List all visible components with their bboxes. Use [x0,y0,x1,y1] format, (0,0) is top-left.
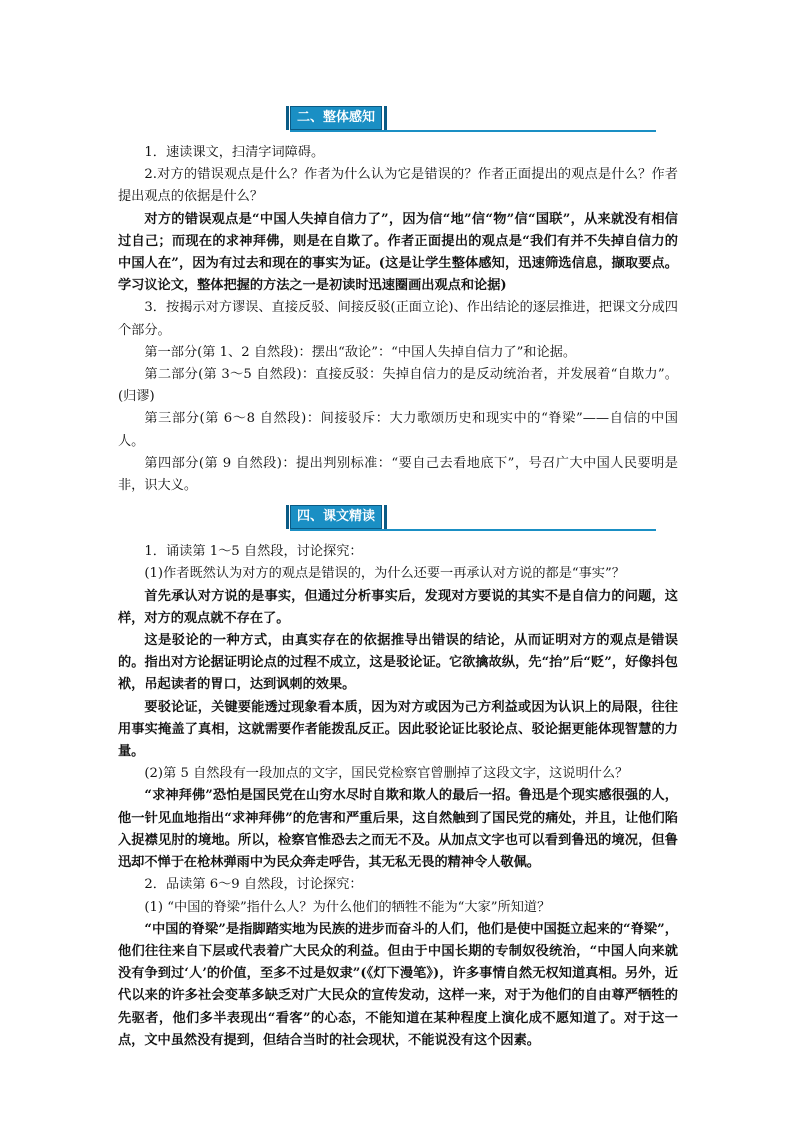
paragraph: (1)作者既然认为对方的观点是错误的，为什么还要一再承认对方说的都是“事实”？ [144,566,625,582]
heading-tick-left [286,106,289,130]
paragraph: (1) “中国的脊梁”指什么人？为什么他们的牺牲不能为“大家”所知道？ [144,899,551,915]
paragraph: “求神拜佛”恐怕是国民党在山穷水尽时自欺和欺人的最后一招。鲁迅是个现实感很强的人，他一针见血地指出“求神拜佛”的危害和严重后果，这自然触到了国民党的痛处，并且，让他们陷入捉襟见肘的境地。所以，检察官惟恐去之而无不及。从加点文字也可以看到鲁迅的境况，但鲁迅却不惮于在枪林弹雨中为民众奔走呼告，其无私无畏的精神令人敬佩。 [118,788,678,871]
section-title: 二、整体感知 [290,106,382,130]
paragraph: 第四部分(第 9 自然段)：提出判别标准：“要自己去看地底下”，号召广大中国人民要明是非，识大义。 [118,455,678,494]
paragraph: 第一部分(第 1、2 自然段)：摆出“敌论”：“中国人失掉自信力了”和论据。 [144,344,577,360]
paragraph: 这是驳论的一种方式，由真实存在的依据推导出错误的结论，从而证明对方的观点是错误的。指出对方论据证明论点的过程不成立，这是驳论证。它欲擒故纵，先“抬”后“贬”，好像抖包袱，吊起读者的胃口，达到讽刺的效果。 [118,633,678,693]
paragraph: 1．速读课文，扫清字词障碍。 [144,145,325,160]
paragraph: 首先承认对方说的是事实，但通过分析事实后，发现对方要说的其实不是自信力的问题，这样，对方的观点就不存在了。 [118,588,678,626]
paragraph: “中国的脊梁”是指脚踏实地为民族的进步而奋斗的人们，他们是使中国挺立起来的“脊梁”，他们往往来自下层或代表着广大民众的利益。但由于中国长期的专制奴役统治，“中国人向来就没有争到过‘人’的价值，至多不过是奴隶”(《灯下漫笔》)，许多事情自然无权知道真相。另外，近代以来的许多社会变革多缺乏对广大民众的宣传发动，这样一来，对于为他们的自由尊严牺牲的先驱者，他们多半表现出“看客”的心态，不能知道在某种程度上演化成不愿知道了。对于这一点，文中虽然没有提到，但结合当时的社会现状，不能说没有这个因素。 [118,921,678,1048]
heading-tick-left [286,505,289,529]
section-title: 四、课文精读 [290,505,382,529]
heading-rule [290,130,656,132]
paragraph: 1．诵读第 1～5 自然段，讨论探究： [144,544,363,560]
paragraph: (2)第 5 自然段有一段加点的文字，国民党检察官曾删掉了这段文字，这说明什么？ [144,766,629,782]
paragraph: 2.对方的错误观点是什么？作者为什么认为它是错误的？作者正面提出的观点是什么？作者提出观点的依据是什么？ [118,167,678,205]
paragraph: 第二部分(第 3～5 自然段)：直接反驳：失掉自信力的是反动统治者，并发展着“自欺力”。(归谬) [118,367,678,405]
document-page [118,100,678,1052]
heading-tick-right [384,505,387,529]
paragraph: 要驳论证，关键要能透过现象看本质，因为对方或因为己方利益或因为认识上的局限，往往用事实掩盖了真相，这就需要作者能拨乱反正。因此驳论证比驳论点、驳论据更能体现智慧的力量。 [118,699,678,760]
section-heading-close-reading [118,505,678,533]
paragraph: 第三部分(第 6～8 自然段)：间接驳斥：大力歌颂历史和现实中的“脊梁”——自信的中国人。 [118,411,678,449]
paragraph: 对方的错误观点是“中国人失掉自信力了”，因为信“地”信“物”信“国联”，从来就没有相信过自己；而现在的求神拜佛，则是在自欺了。作者正面提出的观点是“我们有并不失掉自信力的中国人在”，因为有过去和现在的事实为证。(这是让学生整体感知，迅速筛选信息，撷取要点。学习议论文，整体把握的方法之一是初读时迅速圈画出观点和论据) [118,211,678,294]
section-heading-overall [118,106,678,134]
paragraph: 3．按揭示对方谬误、直接反驳、间接反驳(正面立论)、作出结论的逐层推进，把课文分成四个部分。 [118,300,678,338]
heading-rule [290,529,656,531]
paragraph: 2．品读第 6～9 自然段，讨论探究： [144,877,363,893]
heading-tick-right [384,106,387,130]
